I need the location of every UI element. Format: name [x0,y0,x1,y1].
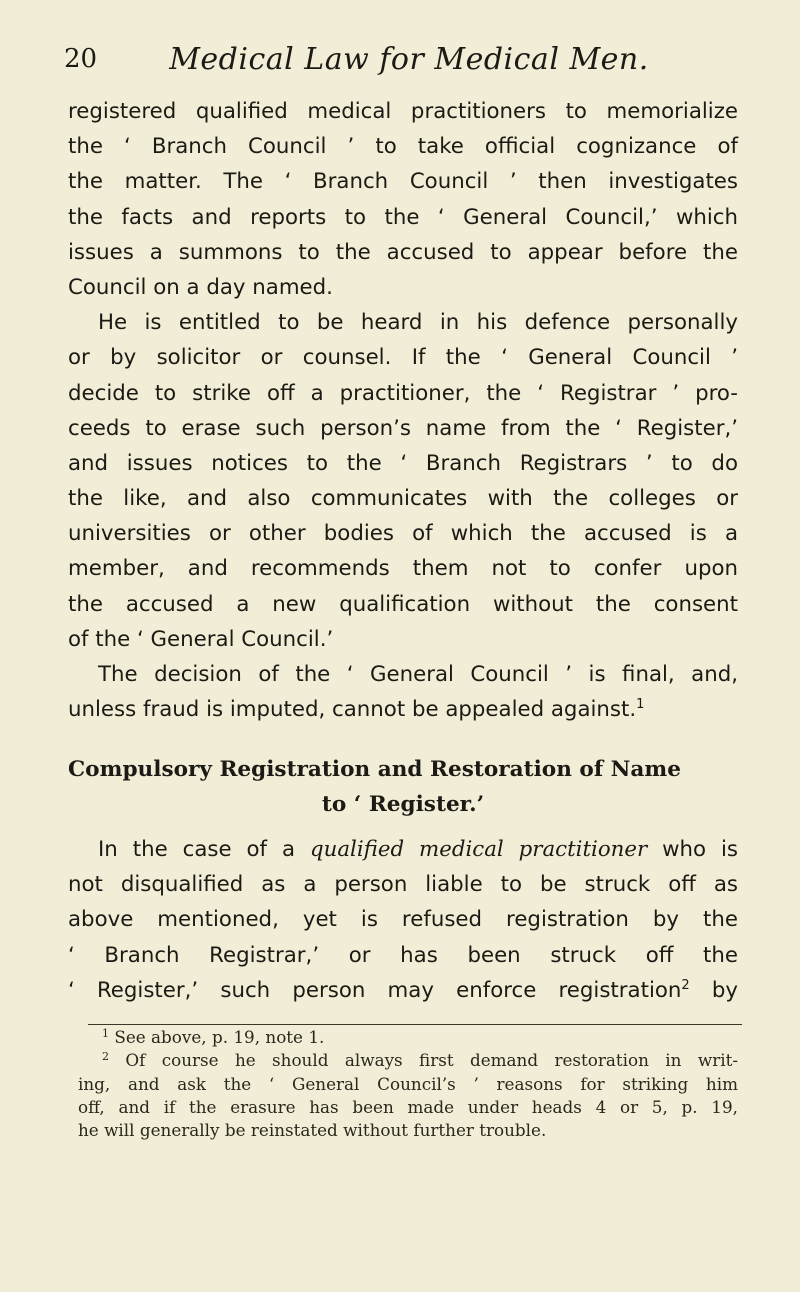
heading-line: to ‘ Register.’ [321,792,485,817]
footnote-text: See above, p. 19, note 1. [114,1027,325,1047]
page-header [64,44,754,84]
text-line [68,832,738,867]
footnote-1 [78,1026,738,1049]
footnote-mark: 1 [102,1027,109,1040]
text-span: who is [647,837,738,862]
footnote-line: off, and if the erasure has been made under heads 4 or 5, p. 19, [78,1096,738,1117]
text-line: not disqualified as a person liable to be struck off as [68,872,738,898]
text-line: Council on a day named. [68,274,333,300]
text-line: registered qualified medical practitioners to memorialize [68,99,738,124]
heading-line: Compulsory Registration and Restoration of Name [68,757,681,782]
text-line [68,692,738,727]
text-line: The decision of the ‘ General Council ’ is final, and, [98,662,738,687]
text-line: the matter. The ‘ Branch Council ’ then investigates [68,169,738,195]
text-line: the accused a new qualification without the consent [68,591,738,617]
footnote-text: Of course he should always first demand restoration in writ- [125,1050,738,1071]
text-line: member, and recommends them not to confer upon [68,556,738,582]
text-line: ceeds to erase such person’s name from the ‘ Register,’ [68,415,738,441]
text-line: the facts and reports to the ‘ General Council,’ which [68,204,738,230]
section-heading [68,752,738,822]
text-line: or by solicitor or counsel. If the ‘ General Council ’ [68,345,738,371]
text-line: of the ‘ General Council.’ [68,626,334,652]
footnotes [78,1026,738,1142]
text-line: He is entitled to be heard in his defence personally [98,310,738,336]
text-line: issues a summons to the accused to appear before the [68,239,738,265]
text-line: above mentioned, yet is refused registration by the [68,907,738,933]
text-span: by [689,977,738,1003]
italic-phrase: qualified medical practitioner [309,837,648,862]
footnote-line: ing, and ask the ‘ General Council’s ’ reasons for striking him [78,1073,738,1094]
text-span: In the case of a [98,837,310,862]
text-span: unless fraud is imputed, cannot be appealed against. [68,697,637,723]
footnote-ref: 1 [636,697,645,713]
footnote-line: he will generally be reinstated without further trouble. [78,1120,547,1141]
text-line: ‘ Branch Registrar,’ or has been struck off the [68,942,738,968]
text-line: and issues notices to the ‘ Branch Registrars ’ to do [68,450,738,476]
text-span: ‘ Register,’ such person may enforce registration [68,977,682,1003]
footnote-2 [78,1049,738,1072]
footnote-ref: 2 [681,977,690,993]
text-line [68,973,738,1008]
text-line: the ‘ Branch Council ’ to take official cognizance of [68,134,738,160]
footnote-mark: 2 [102,1050,109,1064]
body-text-lower [68,832,738,1008]
page-number: 20 [64,44,98,74]
text-line: universities or other bodies of which the accused is a [68,521,738,547]
text-line: the like, and also communicates with the colleges or [68,486,738,512]
text-line: decide to strike off a practitioner, the ‘ Registrar ’ pro- [68,380,738,406]
body-text-upper [68,94,738,727]
footnote-divider [88,1024,742,1025]
running-title: Medical Law for Medical Men. [169,42,649,77]
